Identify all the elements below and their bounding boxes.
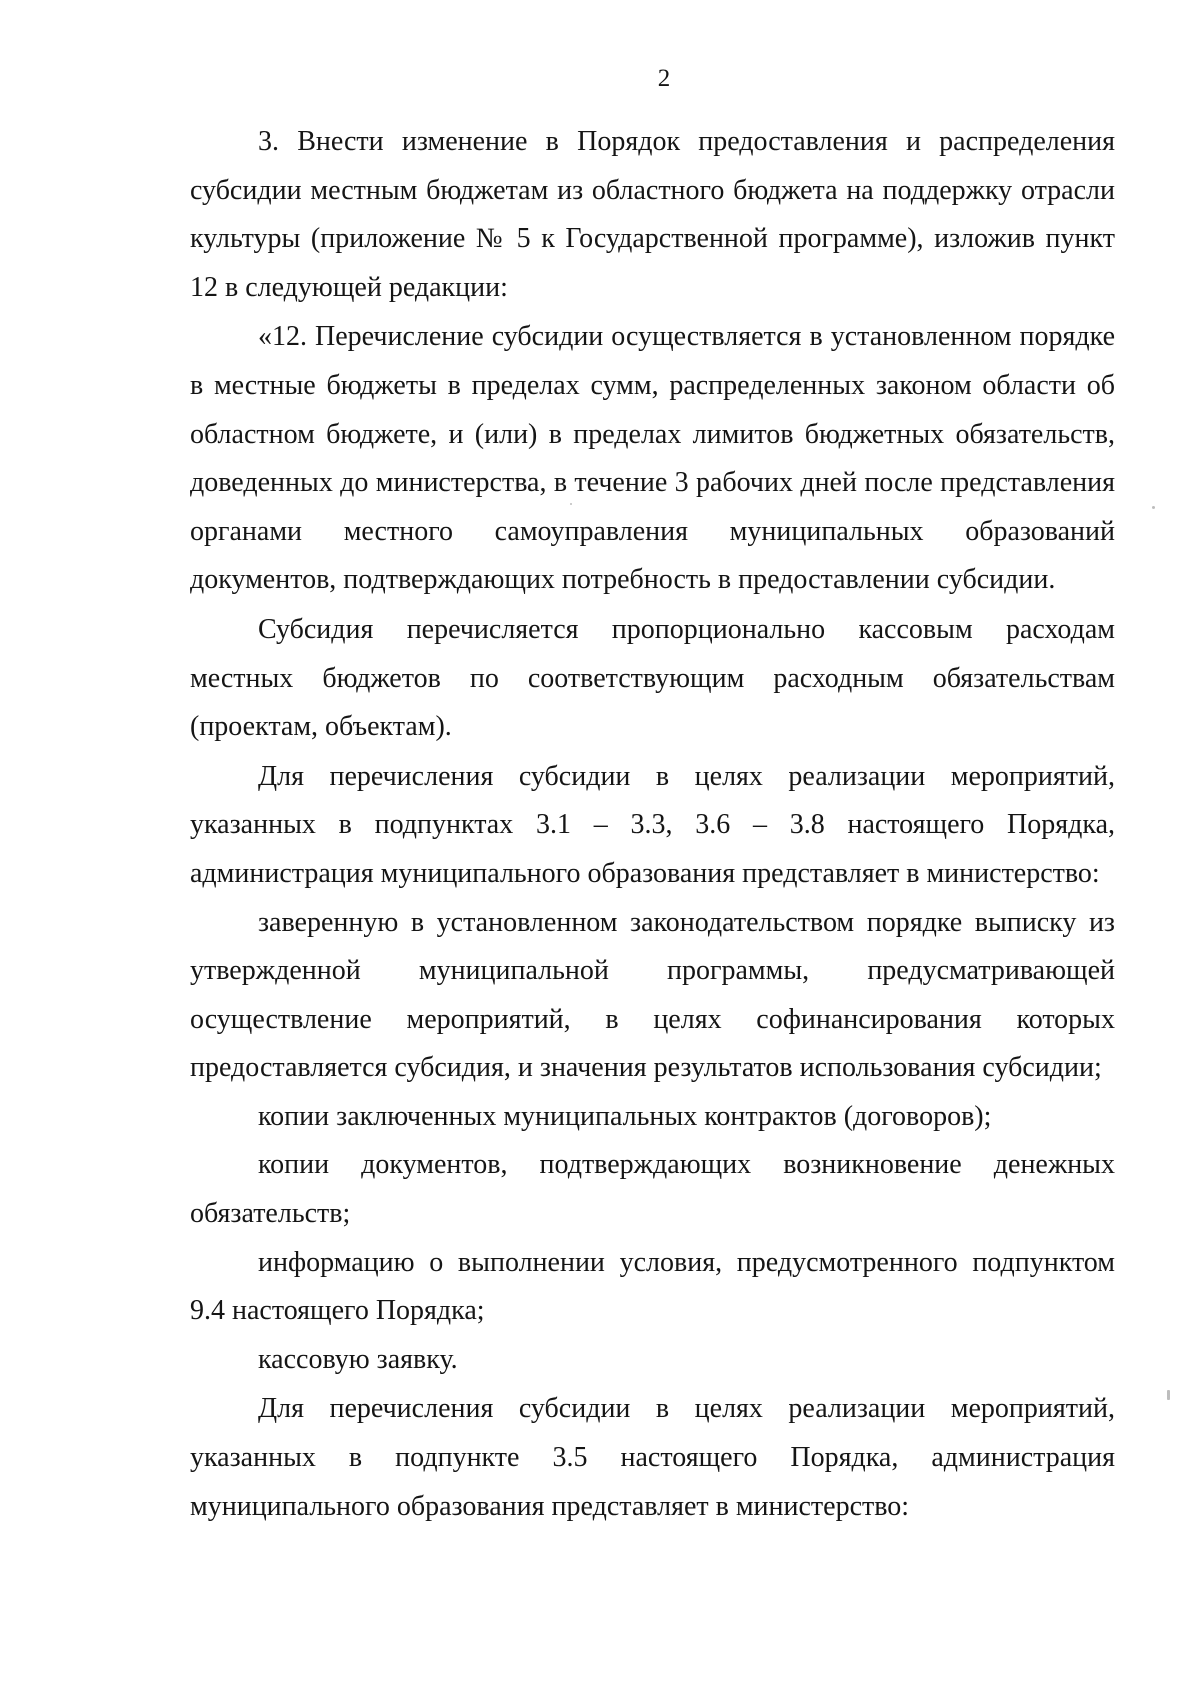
paragraph-9: кассовую заявку. [258, 1343, 458, 1375]
paragraph-8: информацию о выполнении условия, предусмотренного подпунктом 9.4 настоящего Порядка; [190, 1246, 1115, 1327]
paragraph-3: Субсидия перечисляется пропорционально кассовым расходам местных бюджетов по соответствующим расходным обязательствам (проектам, объектам). [190, 613, 1115, 743]
scan-speck [1167, 1390, 1170, 1400]
paragraph-6: копии заключенных муниципальных контрактов (договоров); [258, 1100, 992, 1132]
scan-speck [1152, 506, 1155, 509]
page-number: 2 [657, 65, 671, 92]
scan-speck [570, 503, 572, 505]
paragraph-4: Для перечисления субсидии в целях реализации мероприятий, указанных в подпунктах 3.1 – 3.3, 3.6 – 3.8 настоящего Порядка, администрация муниципального образования представляет в министерство: [190, 760, 1115, 889]
paragraph-10: Для перечисления субсидии в целях реализации мероприятий, указанных в подпункте 3.5 настоящего Порядка, администрация муниципального образования представляет в министерство: [190, 1393, 1115, 1522]
paragraph-1: 3. Внести изменение в Порядок предоставления и распределения субсидии местным бюджетам из областного бюджета на поддержку отрасли культуры (приложение № 5 к Государственной программе), изложив пункт 12 в следующей редакции: [190, 126, 1115, 303]
paragraph-2: «12. Перечисление субсидии осуществляется в установленном порядке в местные бюджеты в пределах сумм, распределенных законом области об областном бюджете, и (или) в пределах лимитов бюджетных обязательств, доведенных до министерства, в течение 3 рабочих дней после представления органами местного самоуправления муниципальных образований документов, подтверждающих потребность в предоставлении субсидии. [190, 321, 1115, 596]
paragraph-5: заверенную в установленном законодательством порядке выписку из утвержденной муниципальной программы, предусматривающей осуществление мероприятий, в целях софинансирования которых предоставляется субсидия, и значения результатов использования субсидии; [190, 906, 1115, 1084]
document-body [190, 118, 1115, 1531]
paragraph-7: копии документов, подтверждающих возникновение денежных обязательств; [190, 1149, 1115, 1230]
